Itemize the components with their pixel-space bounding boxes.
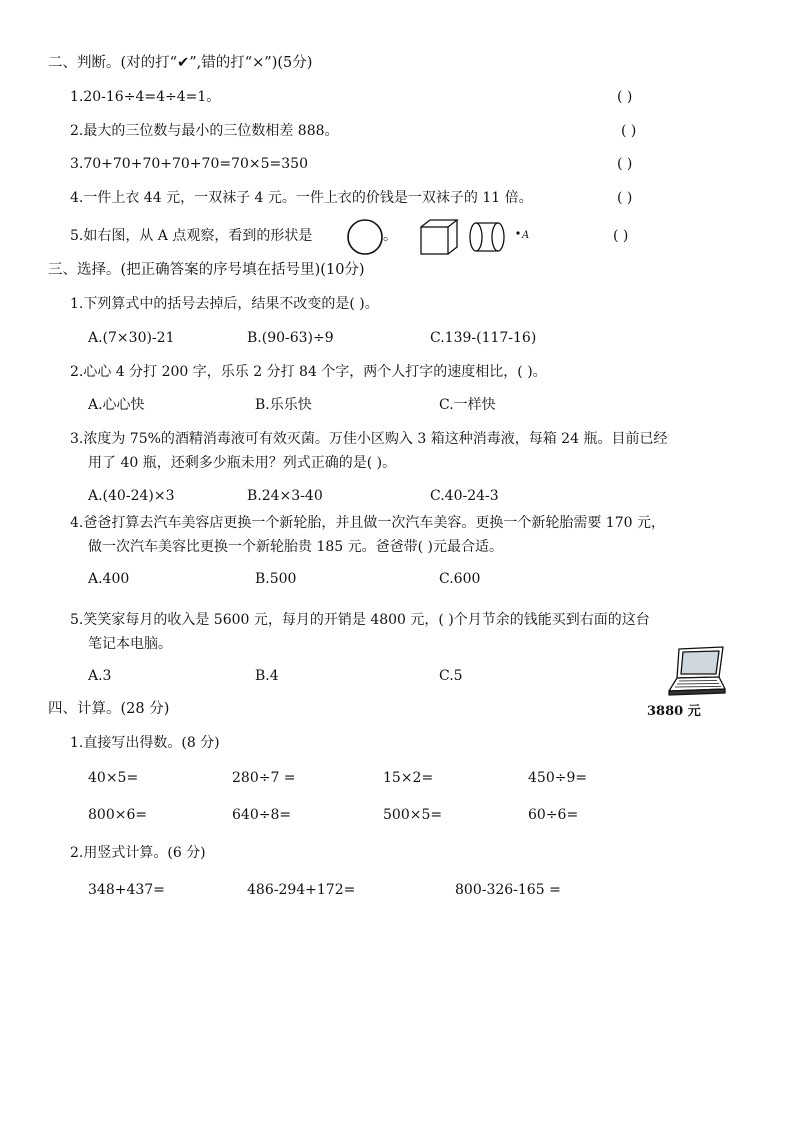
choice-q2-option-b[interactable]: B.乐乐快: [255, 397, 312, 413]
choice-q4-stem-line1: 4.爸爸打算去汽车美容店更换一个新轮胎，并且做一次汽车美容。更换一个新轮胎需要 170 元，: [70, 515, 665, 531]
choice-q3-option-b[interactable]: B.24×3-40: [247, 488, 323, 504]
choice-q4-stem-line2: 做一次汽车美容比更换一个新轮胎贵 185 元。爸爸带( )元最合适。: [88, 539, 503, 555]
vertical-calc-2[interactable]: 486-294+172=: [247, 882, 356, 898]
choice-q5-option-a[interactable]: A.3: [88, 668, 112, 684]
choice-q4-option-b[interactable]: B.500: [255, 571, 297, 587]
judge-item-5: 5.如右图，从 A 点观察，看到的形状是: [70, 228, 313, 244]
mental-calc-3[interactable]: 15×2=: [383, 770, 434, 786]
calc-sub2-title: 2.用竖式计算。(6 分): [70, 845, 206, 861]
answer-paren-1[interactable]: ( ): [617, 89, 633, 105]
laptop-icon: [665, 645, 727, 697]
judge-item-2: 2.最大的三位数与最小的三位数相差 888。: [70, 123, 339, 139]
mental-calc-2[interactable]: 280÷7 =: [232, 770, 296, 786]
choice-q1-stem: 1.下列算式中的括号去掉后，结果不改变的是( )。: [70, 296, 379, 312]
judge-item-1: 1.20-16÷4=4÷4=1。: [70, 89, 221, 105]
mental-calc-4[interactable]: 450÷9=: [528, 770, 588, 786]
choice-q1-option-b[interactable]: B.(90-63)÷9: [247, 330, 334, 346]
judge-item-4: 4.一件上衣 44 元，一双袜子 4 元。一件上衣的价钱是一双袜子的 11 倍。: [70, 190, 533, 206]
judge-item-5-end: 。: [383, 228, 397, 244]
choice-q4-option-c[interactable]: C.600: [439, 571, 481, 587]
mental-calc-6[interactable]: 640÷8=: [232, 807, 292, 823]
choice-q4-option-a[interactable]: A.400: [88, 571, 130, 587]
choice-q3-option-a[interactable]: A.(40-24)×3: [88, 488, 175, 504]
judge-item-3: 3.70+70+70+70+70=70×5=350: [70, 156, 308, 172]
point-a-label: A: [522, 230, 530, 241]
choice-q1-option-c[interactable]: C.139-(117-16): [430, 330, 537, 346]
observation-point-dot: [515, 230, 521, 236]
answer-paren-5[interactable]: ( ): [613, 228, 629, 244]
section-2-heading: 二、判断。(对的打“✔”,错的打“×”)(5分): [48, 55, 313, 71]
choice-q2-option-c[interactable]: C.一样快: [439, 397, 496, 413]
mental-calc-8[interactable]: 60÷6=: [528, 807, 579, 823]
section-3-heading: 三、选择。(把正确答案的序号填在括号里)(10分): [48, 262, 365, 278]
answer-paren-3[interactable]: ( ): [617, 156, 633, 172]
calc-sub1-title: 1.直接写出得数。(8 分): [70, 735, 220, 751]
choice-q5-stem-line1: 5.笑笑家每月的收入是 5600 元，每月的开销是 4800 元，( )个月节余的钱能买到右面的这台: [70, 612, 650, 628]
choice-q3-option-c[interactable]: C.40-24-3: [430, 488, 499, 504]
choice-q2-stem: 2.心心 4 分打 200 字，乐乐 2 分打 84 个字，两个人打字的速度相比，( )。: [70, 364, 547, 380]
vertical-calc-3[interactable]: 800-326-165 =: [455, 882, 561, 898]
cube-figure-icon: [418, 218, 460, 256]
choice-q3-stem-line1: 3.浓度为 75%的酒精消毒液可有效灭菌。万佳小区购入 3 箱这种消毒液，每箱 24 瓶。目前已经: [70, 431, 668, 447]
choice-q5-stem-line2: 笔记本电脑。: [88, 636, 172, 652]
choice-q5-option-c[interactable]: C.5: [439, 668, 463, 684]
answer-paren-2[interactable]: ( ): [621, 123, 637, 139]
mental-calc-7[interactable]: 500×5=: [383, 807, 443, 823]
cylinder-figure-icon: [467, 220, 509, 254]
mental-calc-5[interactable]: 800×6=: [88, 807, 148, 823]
section-4-heading: 四、计算。(28 分): [48, 701, 170, 717]
mental-calc-1[interactable]: 40×5=: [88, 770, 139, 786]
choice-q5-option-b[interactable]: B.4: [255, 668, 279, 684]
answer-paren-4[interactable]: ( ): [617, 190, 633, 206]
choice-q3-stem-line2: 用了 40 瓶，还剩多少瓶未用？列式正确的是( )。: [88, 455, 397, 471]
choice-q1-option-a[interactable]: A.(7×30)-21: [88, 330, 175, 346]
circle-shape-icon: [345, 218, 385, 256]
choice-q2-option-a[interactable]: A.心心快: [88, 397, 145, 413]
laptop-price-label: 3880 元: [647, 704, 701, 719]
vertical-calc-1[interactable]: 348+437=: [88, 882, 165, 898]
